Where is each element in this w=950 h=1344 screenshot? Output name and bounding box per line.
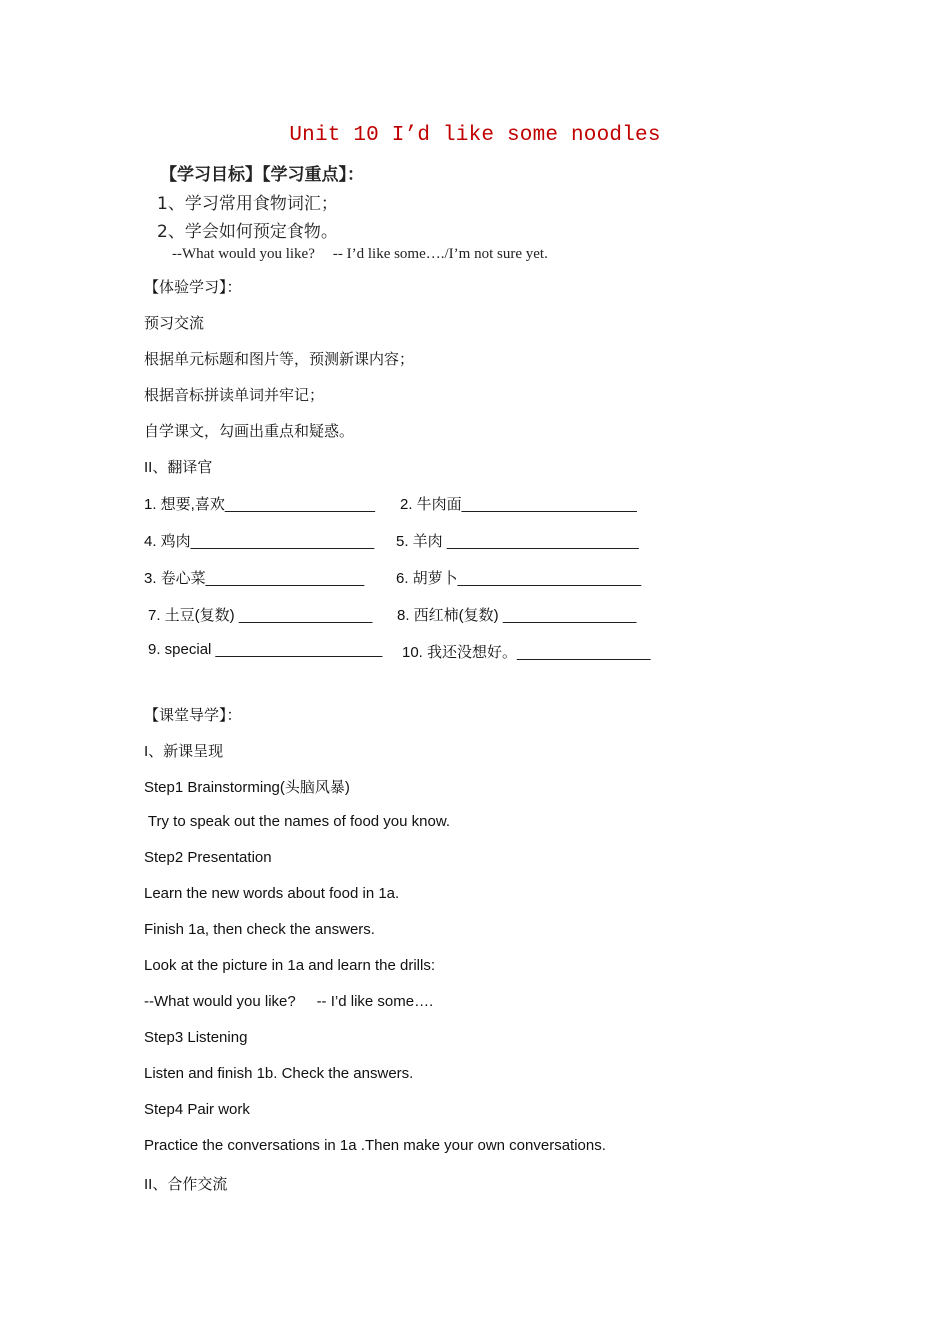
vocab-item: 1. 想要,喜欢__________________ [144, 496, 376, 513]
lesson-line: Practice the conversations in 1a .Then make your own conversations. [144, 1137, 606, 1154]
vocab-item: 10. 我还没想好。________________ [402, 644, 651, 661]
lesson-line: Finish 1a, then check the answers. [144, 921, 375, 938]
vocab-item: 9. special ____________________ [148, 641, 383, 658]
objectives-heading: 【学习目标】【学习重点】： [160, 165, 364, 185]
lesson-line: Listen and finish 1b. Check the answers. [144, 1065, 414, 1082]
vocab-item: 2. 牛肉面_____________________ [400, 496, 637, 513]
experience-heading: 【体验学习】： [144, 278, 242, 296]
task-line: 根据单元标题和图片等，预测新课内容； [144, 350, 415, 368]
lesson-line: --What would you like? -- I’d like some…. [144, 993, 434, 1010]
vocab-item: 3. 卷心菜___________________ [144, 570, 365, 587]
section-heading: II、合作交流 [144, 1176, 228, 1193]
vocab-item: 5. 羊肉 _______________________ [396, 533, 639, 550]
lesson-line: Learn the new words about food in 1a. [144, 885, 400, 902]
classroom-heading: 【课堂导学】： [144, 706, 242, 724]
page-title: Unit 10 I’d like some noodles [289, 124, 661, 147]
lesson-line: Step4 Pair work [144, 1101, 250, 1118]
lesson-line: Step2 Presentation [144, 849, 272, 866]
vocab-item: 4. 鸡肉______________________ [144, 533, 375, 550]
lesson-line: Try to speak out the names of food you know. [144, 813, 451, 830]
vocab-item: 6. 胡萝卜______________________ [396, 570, 642, 587]
objective-dialog [172, 246, 548, 263]
task-line: 自学课文，勾画出重点和疑惑。 [144, 422, 355, 440]
vocab-item: 8. 西红柿(复数) ________________ [397, 607, 637, 624]
preview-heading: 预习交流 [144, 314, 205, 332]
task-line: 根据音标拼读单词并牢记； [144, 386, 325, 404]
objective-item: 2、学会如何预定食物。 [157, 222, 338, 242]
lesson-line: Look at the picture in 1a and learn the drills: [144, 957, 436, 974]
translate-heading: II、翻译官 [144, 459, 213, 476]
dialog-answer: -- I’d like some…./I’m not sure yet. [332, 246, 548, 262]
section-heading: I、新课呈现 [144, 743, 224, 760]
vocab-item: 7. 土豆(复数) ________________ [148, 607, 373, 624]
lesson-line: Step1 Brainstorming(头脑风暴) [144, 779, 350, 796]
lesson-line: Step3 Listening [144, 1029, 248, 1046]
dialog-question: --What would you like? [172, 246, 315, 262]
objective-item: 1、学习常用食物词汇； [157, 194, 338, 214]
